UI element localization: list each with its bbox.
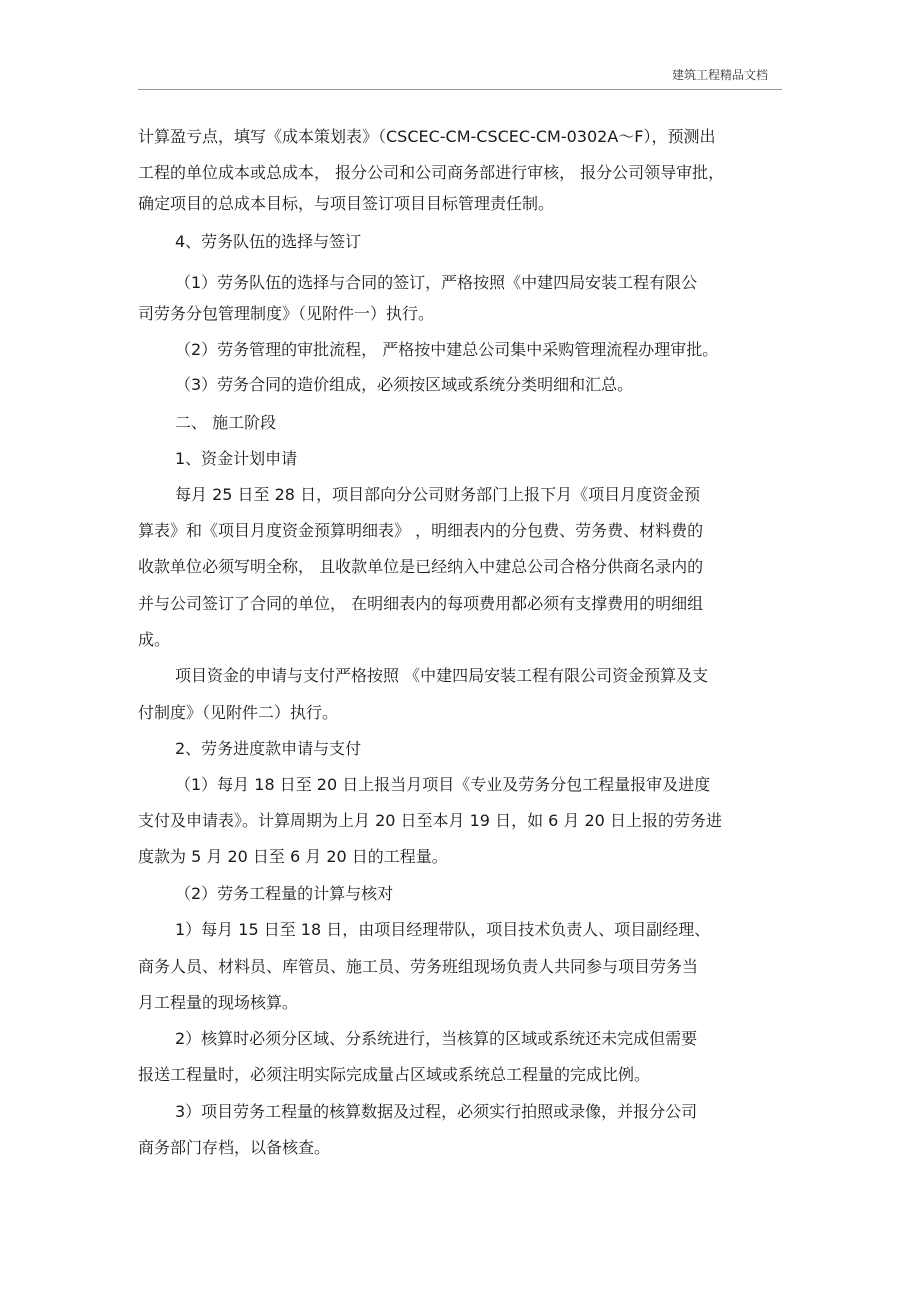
body-line: 并与公司签订了合同的单位， 在明细表内的每项费用都必须有支撑费用的明细组 xyxy=(138,594,704,613)
body-line: 确定项目的总成本目标，与项目签订项目目标管理责任制。 xyxy=(138,194,555,213)
body-line: （1）劳务队伍的选择与合同的签订，严格按照《中建四局安装工程有限公 xyxy=(175,273,698,292)
body-line: 支付及申请表》。计算周期为上月 20 日至本月 19 日，如 6 月 20 日上报的劳务进 xyxy=(138,811,722,830)
body-line: 1）每月 15 日至 18 日，由项目经理带队，项目技术负责人、项目副经理、 xyxy=(175,920,711,939)
header-rule xyxy=(138,89,782,90)
body-line: 项目资金的申请与支付严格按照 《中建四局安装工程有限公司资金预算及支 xyxy=(175,666,709,685)
body-line: 司劳务分包管理制度》（见附件一）执行。 xyxy=(138,304,435,323)
body-line: 算表》和《项目月度资金预算明细表》 ，明细表内的分包费、劳务费、材料费的 xyxy=(138,521,704,540)
section-heading: 4、劳务队伍的选择与签订 xyxy=(175,232,362,251)
header-doc-label: 建筑工程精品文档 xyxy=(672,68,769,82)
body-line: （2）劳务管理的审批流程， 严格按中建总公司集中采购管理流程办理审批。 xyxy=(175,340,719,359)
body-line: （3）劳务合同的造价组成，必须按区域或系统分类明细和汇总。 xyxy=(175,375,634,394)
body-line: 商务人员、材料员、库管员、施工员、劳务班组现场负责人共同参与项目劳务当 xyxy=(138,957,699,976)
body-line: 收款单位必须写明全称， 且收款单位是已经纳入中建总公司合格分供商名录内的 xyxy=(138,557,704,576)
body-line: 工程的单位成本或总成本， 报分公司和公司商务部进行审核， 报分公司领导审批， xyxy=(138,163,725,182)
body-line: 商务部门存档，以备核查。 xyxy=(138,1138,331,1157)
section-heading: 1、资金计划申请 xyxy=(175,449,298,468)
body-line: 月工程量的现场核算。 xyxy=(138,993,299,1012)
body-line: 报送工程量时，必须注明实际完成量占区域或系统总工程量的完成比例。 xyxy=(138,1065,651,1084)
body-line: 计算盈亏点，填写《成本策划表》（CSCEC-CM-CSCEC-CM-0302A～F），预测出 xyxy=(138,127,716,146)
body-line: 度款为 5 月 20 日至 6 月 20 日的工程量。 xyxy=(138,847,448,866)
body-line: 3）项目劳务工程量的核算数据及过程，必须实行拍照或录像，并报分公司 xyxy=(175,1102,698,1121)
body-line: 付制度》（见附件二）执行。 xyxy=(138,703,339,722)
body-line: （1）每月 18 日至 20 日上报当月项目《专业及劳务分包工程量报审及进度 xyxy=(175,775,711,794)
section-heading: 二、 施工阶段 xyxy=(175,413,277,432)
body-line: 成。 xyxy=(138,630,171,649)
body-line: 每月 25 日至 28 日，项目部向分公司财务部门上报下月《项目月度资金预 xyxy=(175,485,701,504)
section-heading: （2）劳务工程量的计算与核对 xyxy=(175,884,394,903)
body-line: 2）核算时必须分区域、分系统进行，当核算的区域或系统还未完成但需要 xyxy=(175,1029,698,1048)
section-heading: 2、劳务进度款申请与支付 xyxy=(175,739,362,758)
